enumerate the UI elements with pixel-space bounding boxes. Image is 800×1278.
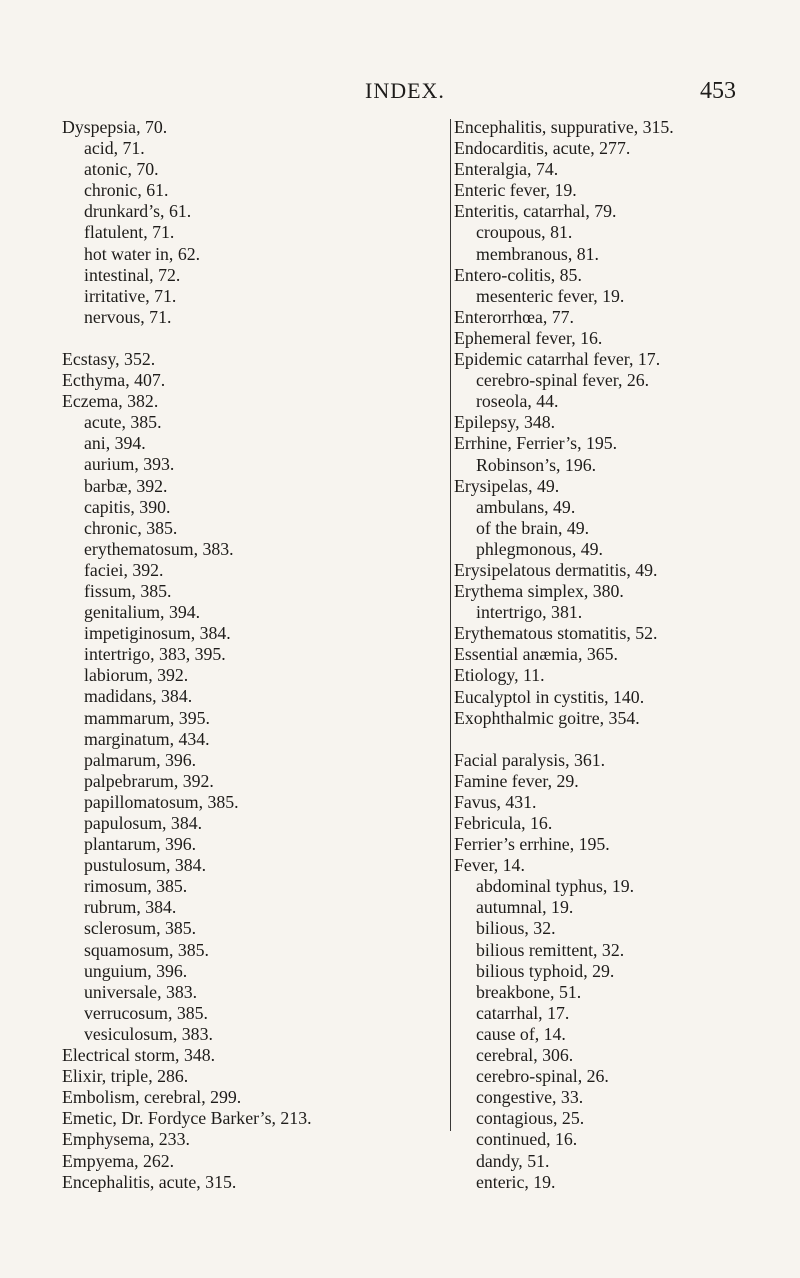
index-subentry: rimosum, 385.: [84, 876, 188, 897]
index-entry: Empyema, 262.: [62, 1150, 175, 1171]
page-title: INDEX.: [365, 78, 445, 103]
index-subentry: palpebrarum, 392.: [84, 770, 214, 791]
index-subentry: cerebro-spinal, 26.: [476, 1066, 609, 1087]
index-subentry: faciei, 392.: [84, 559, 164, 580]
index-subentry: papillomatosum, 385.: [84, 791, 239, 812]
index-subentry: bilious, 32.: [476, 918, 556, 939]
index-subentry: marginatum, 434.: [84, 728, 210, 749]
index-entry: Enteritis, catarrhal, 79.: [454, 201, 617, 222]
index-subentry: ambulans, 49.: [476, 496, 576, 517]
index-entry: Emetic, Dr. Fordyce Barker’s, 213.: [62, 1108, 312, 1129]
index-entry: Facial paralysis, 361.: [454, 749, 606, 770]
index-subentry: verrucosum, 385.: [84, 1002, 208, 1023]
index-entry: Erysipelas, 49.: [454, 475, 560, 496]
index-entry: Ferrier’s errhine, 195.: [454, 834, 610, 855]
index-subentry: Robinson’s, 196.: [476, 454, 597, 475]
index-subentry: breakbone, 51.: [476, 981, 582, 1002]
index-subentry: plantarum, 396.: [84, 834, 197, 855]
index-column-left: [62, 117, 442, 1193]
index-subentry: intertrigo, 383, 395.: [84, 644, 226, 665]
index-subentry: cause of, 14.: [476, 1023, 566, 1044]
index-entry: Ecthyma, 407.: [62, 370, 166, 391]
index-subentry: phlegmonous, 49.: [476, 538, 603, 559]
index-subentry: vesiculosum, 383.: [84, 1023, 213, 1044]
index-column-right: [454, 117, 794, 1193]
page-number: 453: [700, 78, 736, 104]
index-subentry: palmarum, 396.: [84, 749, 197, 770]
index-subentry: barbæ, 392.: [84, 475, 168, 496]
index-subentry: acid, 71.: [84, 138, 145, 159]
index-subentry: capitis, 390.: [84, 496, 171, 517]
index-subentry: abdominal typhus, 19.: [476, 876, 635, 897]
index-entry: Erythematous stomatitis, 52.: [454, 623, 658, 644]
index-entry: Erysipelatous dermatitis, 49.: [454, 559, 658, 580]
index-entry: Epidemic catarrhal fever, 17.: [454, 349, 661, 370]
index-entry: Ecstasy, 352.: [62, 348, 156, 369]
index-subentry: squamosum, 385.: [84, 939, 209, 960]
index-entry: Eczema, 382.: [62, 391, 159, 412]
index-subentry: congestive, 33.: [476, 1087, 584, 1108]
index-subentry: ani, 394.: [84, 433, 146, 454]
index-entry: Erythema simplex, 380.: [454, 581, 624, 602]
index-subentry: of the brain, 49.: [476, 517, 590, 538]
column-divider: [450, 119, 451, 1131]
index-entry: Eucalyptol in cystitis, 140.: [454, 686, 645, 707]
index-subentry: acute, 385.: [84, 412, 162, 433]
index-subentry: bilious remittent, 32.: [476, 939, 625, 960]
index-subentry: hot water in, 62.: [84, 243, 201, 264]
index-subentry: erythematosum, 383.: [84, 538, 234, 559]
index-subentry: mesenteric fever, 19.: [476, 285, 625, 306]
index-entry: Fever, 14.: [454, 855, 525, 876]
index-entry: Exophthalmic goitre, 354.: [454, 707, 640, 728]
index-subentry: enteric, 19.: [476, 1171, 556, 1192]
index-subentry: sclerosum, 385.: [84, 918, 197, 939]
index-entry: Essential anæmia, 365.: [454, 644, 618, 665]
index-entry: Enterorrhœa, 77.: [454, 306, 574, 327]
index-subentry: mammarum, 395.: [84, 707, 210, 728]
index-entry: Epilepsy, 348.: [454, 412, 556, 433]
index-entry: Etiology, 11.: [454, 665, 545, 686]
index-subentry: bilious typhoid, 29.: [476, 960, 615, 981]
index-entry: Ephemeral fever, 16.: [454, 327, 603, 348]
index-subentry: papulosum, 384.: [84, 813, 203, 833]
index-subentry: genitalium, 394.: [84, 602, 201, 623]
index-subentry: universale, 383.: [84, 981, 198, 1002]
index-subentry: irritative, 71.: [84, 285, 177, 306]
index-subentry: contagious, 25.: [476, 1108, 585, 1129]
index-subentry: cerebral, 306.: [476, 1045, 574, 1066]
index-subentry: drunkard’s, 61.: [84, 201, 192, 222]
index-subentry: rubrum, 384.: [84, 897, 177, 918]
index-subentry: membranous, 81.: [476, 243, 599, 264]
index-entry: Favus, 431.: [454, 791, 537, 812]
index-subentry: atonic, 70.: [84, 159, 159, 180]
index-entry: Encephalitis, acute, 315.: [62, 1171, 237, 1192]
index-entry: Elixir, triple, 286.: [62, 1066, 189, 1087]
index-entry: Famine fever, 29.: [454, 770, 579, 791]
index-subentry: chronic, 385.: [84, 517, 178, 538]
page-header: [0, 78, 800, 108]
index-subentry: autumnal, 19.: [476, 897, 574, 918]
index-subentry: intertrigo, 381.: [476, 602, 583, 623]
index-entry: Electrical storm, 348.: [62, 1045, 216, 1066]
index-subentry: cerebro-spinal fever, 26.: [476, 370, 650, 391]
index-entry: Dyspepsia, 70.: [62, 117, 168, 137]
index-subentry: flatulent, 71.: [84, 222, 175, 243]
index-subentry: roseola, 44.: [476, 391, 559, 412]
index-subentry: chronic, 61.: [84, 180, 169, 201]
index-subentry: intestinal, 72.: [84, 264, 181, 285]
index-entry: Emphysema, 233.: [62, 1129, 190, 1150]
index-subentry: aurium, 393.: [84, 454, 175, 475]
index-subentry: continued, 16.: [476, 1129, 578, 1150]
index-entry: Errhine, Ferrier’s, 195.: [454, 433, 618, 454]
index-subentry: unguium, 396.: [84, 960, 188, 981]
index-subentry: dandy, 51.: [476, 1150, 550, 1171]
index-entry: Entero-colitis, 85.: [454, 264, 582, 285]
index-entry: Febricula, 16.: [454, 813, 553, 833]
index-subentry: catarrhal, 17.: [476, 1002, 570, 1023]
index-subentry: impetiginosum, 384.: [84, 623, 231, 644]
index-entry: Encephalitis, suppurative, 315.: [454, 117, 674, 137]
index-subentry: fissum, 385.: [84, 580, 172, 601]
index-subentry: madidans, 384.: [84, 686, 193, 707]
index-subentry: labiorum, 392.: [84, 665, 189, 686]
index-subentry: pustulosum, 384.: [84, 855, 207, 876]
index-subentry: croupous, 81.: [476, 222, 573, 243]
index-entry: Embolism, cerebral, 299.: [62, 1087, 242, 1108]
index-entry: Enteric fever, 19.: [454, 180, 577, 201]
index-entry: Enteralgia, 74.: [454, 159, 559, 180]
index-subentry: nervous, 71.: [84, 306, 172, 327]
index-entry: Endocarditis, acute, 277.: [454, 138, 631, 159]
